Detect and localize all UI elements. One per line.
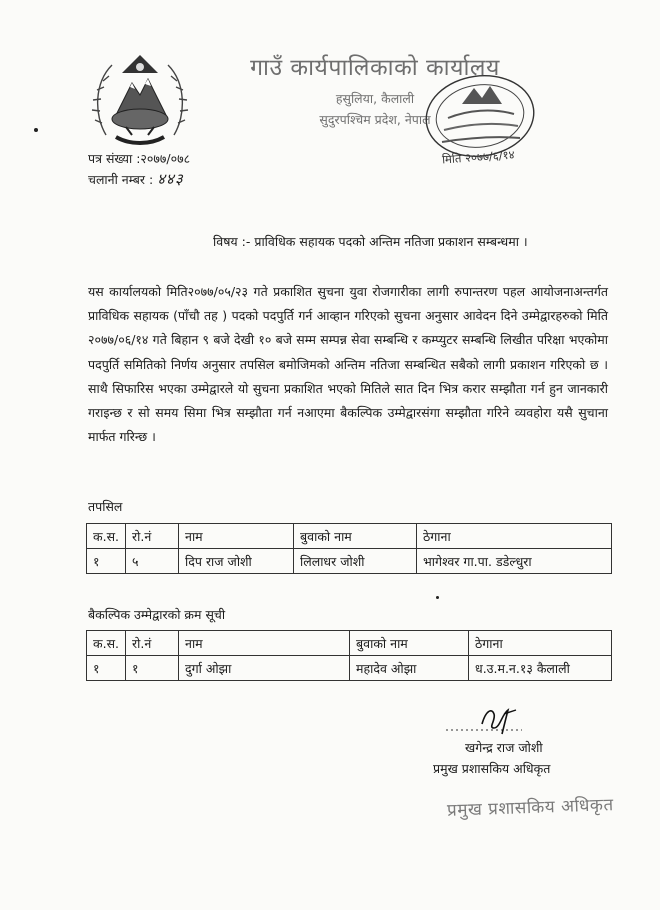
office-province: सुदुरपश्चिम प्रदेश, नेपाल [319, 112, 431, 127]
alternate-table [86, 630, 612, 681]
cell-roll: १ [126, 656, 179, 681]
cell-father: महादेव ओझा [350, 656, 469, 681]
office-title: गाउँ कार्यपालिकाको कार्यालय [250, 55, 500, 81]
designation-stamp: प्रमुख प्रशासकिय अधिकृत [446, 795, 614, 821]
cell-father: लिलाधर जोशी [294, 549, 417, 574]
cell-ks: १ [87, 549, 126, 574]
cell-address: ध.उ.म.न.१३ कैलाली [469, 656, 612, 681]
scan-speck [34, 128, 38, 132]
col-roll: रो.नं [126, 631, 179, 656]
col-address: ठेगाना [417, 524, 612, 549]
table-row [87, 549, 612, 574]
signatory-name: खगेन्द्र राज जोशी [465, 740, 543, 755]
col-father: बुवाको नाम [294, 524, 417, 549]
cell-address: भागेश्वर गा.पा. डडेल्धुरा [417, 549, 612, 574]
cell-name: दुर्गा ओझा [179, 656, 350, 681]
chalani-value: ४४३ [157, 170, 184, 188]
scan-speck [436, 596, 439, 599]
nepal-emblem-icon [86, 45, 194, 153]
table-row [87, 656, 612, 681]
subject-line: विषय :- प्राविधिक सहायक पदको अन्तिम नतिजा प्रकाशन सम्बन्धमा । [213, 234, 528, 249]
tapasil-label: तपसिल [88, 499, 123, 514]
table-header-row [87, 631, 612, 656]
office-location: हसुलिया, कैलाली [335, 91, 415, 106]
col-ks: क.स. [87, 631, 126, 656]
tapasil-table [86, 523, 612, 574]
col-name: नाम [179, 524, 294, 549]
cell-ks: १ [87, 656, 126, 681]
patra-value: २०७७/०७८ [140, 151, 191, 166]
table-header-row [87, 524, 612, 549]
patra-sankhya [88, 150, 190, 167]
chalani-number [88, 169, 184, 189]
col-father: बुवाको नाम [350, 631, 469, 656]
col-ks: क.स. [87, 524, 126, 549]
col-name: नाम [179, 631, 350, 656]
body-paragraph: यस कार्यालयको मिति२०७७/०५/२३ गते प्रकाशित सुचना युवा रोजगारीका लागी रुपान्तरण पहल आयोजनाअन्तर्गत प्राविधिक सहायक (पाँचौ तह ) पदको पदपुर्ति गर्न आव्हान गरिएको सुचना अनुसार आवेदन दिने उम्मेद्वारहरुको मिति २०७७/०६/१४ गते बिहान ९ बजे देखी १० बजे सम्म सम्पन्न सेवा सम्बन्धि र कम्प्युटर सम्बन्धि लिखीत परिक्षा भएकोमा पदपुर्ति समितिको निर्णय अनुसार तपसिल बमोजिमको अन्तिम नतिजा सम्बन्धित सबैको लागी प्रकाशन गरिएको छ । साथै सिफारिस भएका उम्मेद्वारले यो सुचना प्रकाशित भएको मितिले सात दिन भित्र करार सम्झौता गर्न हुन जानकारी गराइन्छ र सो समय सिमा भित्र सम्झौता गर्न नआएमा बैकल्पिक उम्मेद्वारसंगा सम्झौता गरिने व्यवहोरा यसै सुचाना मार्फत गरिन्छ । [88, 284, 608, 445]
chalani-label: चलानी नम्बर : [88, 172, 154, 187]
signature-icon [442, 700, 552, 740]
signatory-title: प्रमुख प्रशासकिय अधिकृत [433, 761, 551, 776]
col-address: ठेगाना [469, 631, 612, 656]
cell-name: दिप राज जोशी [179, 549, 294, 574]
cell-roll: ५ [126, 549, 179, 574]
patra-label: पत्र संख्या : [88, 151, 141, 166]
col-roll: रो.नं [126, 524, 179, 549]
alternate-label: बैकल्पिक उम्मेद्वारको क्रम सूची [88, 607, 226, 622]
seal-date: मिति २०७७/६/१४ [441, 147, 516, 167]
